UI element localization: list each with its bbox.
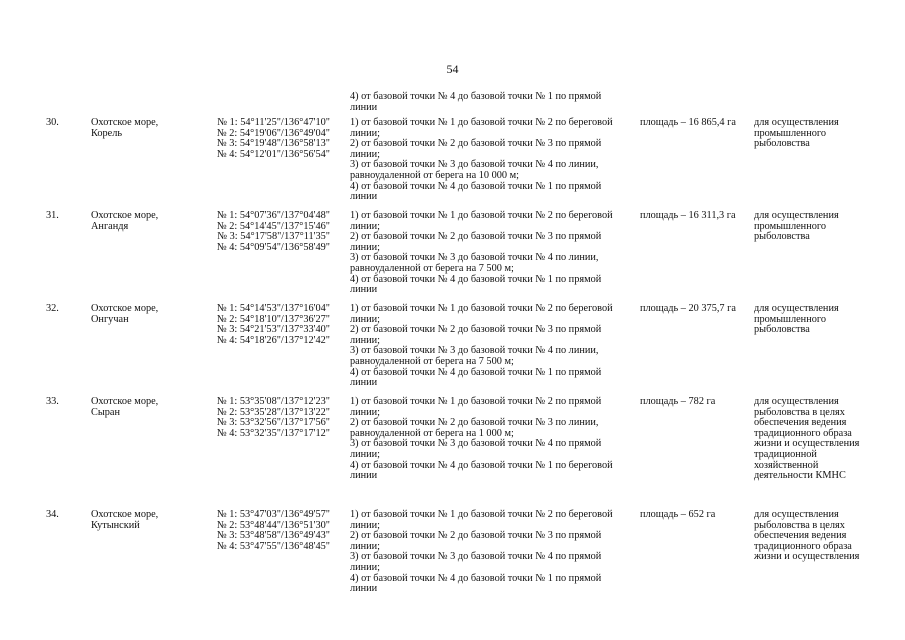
boundary-line: 3) от базовой точки № 3 до базовой точки № 4 по линии, равноудаленной от берега на 7 500 м; bbox=[350, 252, 599, 274]
row-number: 34. bbox=[46, 509, 59, 520]
page-number: 54 bbox=[446, 62, 459, 76]
boundary-line: 4) от базовой точки № 4 до базовой точки № 1 по прямой линии bbox=[350, 180, 602, 203]
coordinate-entry: № 1: 53°47'03"/136°49'57" bbox=[216, 509, 330, 520]
base-point-coordinates bbox=[184, 510, 330, 552]
coordinate-entry: № 1: 54°07'36"/137°04'48" bbox=[216, 210, 330, 221]
boundary-line: 1) от базовой точки № 1 до базовой точки № 2 по прямой линии; bbox=[350, 396, 602, 418]
coordinate-entry: № 2: 54°19'06"/136°49'04" bbox=[216, 127, 330, 139]
boundary-line: 4) от базовой точки № 4 до базовой точки № 1 по прямой линии bbox=[350, 273, 602, 296]
coordinate-entry: № 4: 54°18'26"/137°12'42" bbox=[216, 334, 330, 346]
base-point-coordinates bbox=[184, 118, 330, 160]
coordinate-entry: № 2: 53°48'44"/136°51'30" bbox=[216, 519, 330, 531]
row-number: 33. bbox=[46, 396, 59, 407]
site-purpose: для осуществления промышленного рыболовства bbox=[754, 210, 839, 243]
base-point-coordinates bbox=[184, 397, 330, 439]
site-area: площадь – 16 865,4 га bbox=[640, 117, 736, 128]
coordinate-entry: № 4: 53°32'35"/137°17'12" bbox=[216, 427, 330, 439]
boundary-description bbox=[350, 510, 630, 595]
site-name: Охотское море, Сыран bbox=[91, 396, 159, 418]
boundary-line: 3) от базовой точки № 3 до базовой точки № 4 по линии, равноудаленной от берега на 10 000 м; bbox=[350, 159, 599, 181]
site-name: Охотское море, Онгучан bbox=[91, 303, 159, 325]
row-number: 30. bbox=[46, 117, 59, 128]
boundary-description bbox=[350, 397, 630, 482]
coordinate-entry: № 4: 54°12'01"/136°56'54" bbox=[216, 148, 330, 160]
boundary-line: 2) от базовой точки № 2 до базовой точки № 3 по прямой линии; bbox=[350, 530, 602, 552]
boundary-line: 3) от базовой точки № 3 до базовой точки № 4 по линии, равноудаленной от берега на 7 500 м; bbox=[350, 345, 599, 367]
boundary-line: 3) от базовой точки № 3 до базовой точки № 4 по прямой линии; bbox=[350, 438, 602, 460]
boundary-line: 4) от базовой точки № 4 до базовой точки № 1 по прямой линии bbox=[350, 366, 602, 389]
coordinate-entry: № 3: 53°48'58"/136°49'43" bbox=[216, 530, 330, 542]
site-area: площадь – 782 га bbox=[640, 396, 716, 407]
coordinate-entry: № 3: 54°17'58"/137°11'35" bbox=[217, 231, 330, 243]
site-name: Охотское море, Кутынский bbox=[91, 509, 159, 531]
boundary-line: 1) от базовой точки № 1 до базовой точки № 2 по береговой линии; bbox=[350, 303, 613, 325]
boundary-line: 2) от базовой точки № 2 до базовой точки № 3 по прямой линии; bbox=[350, 138, 602, 160]
boundary-line: 1) от базовой точки № 1 до базовой точки № 2 по береговой линии; bbox=[350, 210, 613, 232]
site-area: площадь – 16 311,3 га bbox=[640, 210, 736, 221]
coordinate-entry: № 2: 53°35'28"/137°13'22" bbox=[216, 406, 330, 418]
coordinate-entry: № 3: 54°21'53"/137°33'40" bbox=[216, 324, 330, 336]
base-point-coordinates bbox=[184, 304, 330, 346]
boundary-line: 4) от базовой точки № 4 до базовой точки № 1 по береговой линии bbox=[350, 459, 613, 482]
coordinate-entry: № 4: 54°09'54"/136°58'49" bbox=[216, 241, 330, 253]
coordinate-entry: № 4: 53°47'55"/136°48'45" bbox=[216, 540, 330, 552]
row-number: 32. bbox=[46, 303, 59, 314]
boundary-description bbox=[350, 118, 630, 203]
boundary-description bbox=[350, 304, 630, 389]
coordinate-entry: № 1: 54°11'25"/136°47'10" bbox=[217, 117, 330, 128]
coordinate-entry: № 1: 53°35'08"/137°12'23" bbox=[216, 396, 330, 407]
coordinate-entry: № 1: 54°14'53"/137°16'04" bbox=[216, 303, 330, 314]
boundary-line: 2) от базовой точки № 2 до базовой точки № 3 по линии, равноудаленной от берега на 1 000 м; bbox=[350, 417, 599, 439]
boundary-description bbox=[350, 211, 630, 296]
coordinate-entry: № 2: 54°14'45"/137°15'46" bbox=[216, 220, 330, 232]
site-purpose: для осуществления промышленного рыболовства bbox=[754, 303, 839, 336]
boundary-line: 1) от базовой точки № 1 до базовой точки № 2 по береговой линии; bbox=[350, 509, 613, 531]
boundary-line: 3) от базовой точки № 3 до базовой точки № 4 по прямой линии; bbox=[350, 551, 602, 573]
coordinate-entry: № 3: 53°32'56"/137°17'56" bbox=[216, 417, 330, 429]
row-number: 31. bbox=[46, 210, 59, 221]
coordinate-entry: № 3: 54°19'48"/136°58'13" bbox=[216, 138, 330, 150]
boundary-line: 2) от базовой точки № 2 до базовой точки № 3 по прямой линии; bbox=[350, 324, 602, 346]
boundary-line: 4) от базовой точки № 4 до базовой точки № 1 по прямой линии bbox=[350, 572, 602, 595]
site-purpose: для осуществления промышленного рыболовства bbox=[754, 117, 839, 150]
boundary-line: 1) от базовой точки № 1 до базовой точки № 2 по береговой линии; bbox=[350, 117, 613, 139]
site-purpose: для осуществления рыболовства в целях обеспечения ведения традиционного образа жизни и осуществления bbox=[754, 509, 860, 563]
site-area: площадь – 20 375,7 га bbox=[640, 303, 736, 314]
continued-boundary-text: 4) от базовой точки № 4 до базовой точки № 1 по прямой линии bbox=[350, 91, 602, 113]
site-name: Охотское море, Ангандя bbox=[91, 210, 159, 232]
coordinate-entry: № 2: 54°18'10"/137°36'27" bbox=[216, 313, 330, 325]
site-name: Охотское море, Корель bbox=[91, 117, 159, 139]
site-area: площадь – 652 га bbox=[640, 509, 716, 520]
boundary-line: 2) от базовой точки № 2 до базовой точки № 3 по прямой линии; bbox=[350, 231, 602, 253]
base-point-coordinates bbox=[184, 211, 330, 253]
site-purpose: для осуществления рыболовства в целях обеспечения ведения традиционного образа жизни и осуществления традиционной хозяйственной деятельности КМНС bbox=[754, 396, 860, 482]
